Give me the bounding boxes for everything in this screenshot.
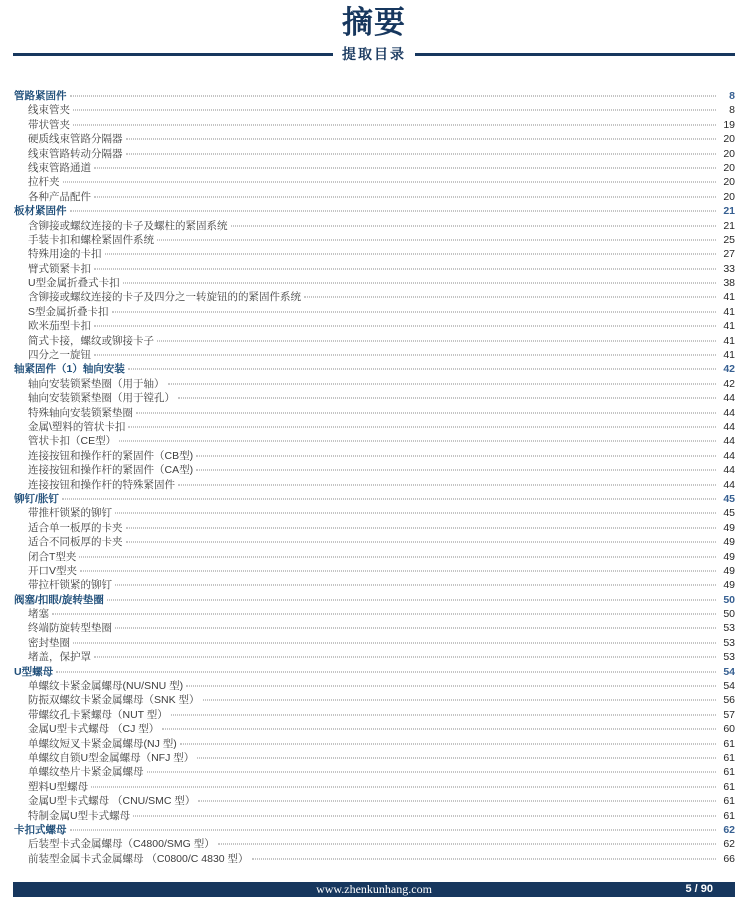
toc-entry-label: 堵塞 [28, 608, 49, 621]
page-subtitle: 提取目录 [342, 46, 406, 62]
toc-entry[interactable] [14, 132, 735, 146]
toc-entry-page: 53 [723, 636, 735, 649]
toc-entry-page: 54 [723, 665, 735, 678]
toc-dot-leader [62, 498, 716, 499]
toc-dot-leader [123, 283, 716, 284]
toc-entry-page: 44 [723, 392, 735, 405]
toc-entry-page: 38 [723, 277, 735, 290]
toc-dot-leader [198, 801, 716, 802]
toc-entry-page: 27 [723, 248, 735, 261]
toc-entry-label: 单螺纹卡紧金属螺母(NU/SNU 型) [28, 680, 184, 693]
toc-entry[interactable] [14, 247, 735, 261]
toc-entry-page: 41 [723, 349, 735, 362]
toc-entry[interactable] [14, 593, 735, 607]
toc-entry[interactable] [14, 478, 735, 492]
toc-entry-page: 21 [723, 219, 735, 232]
toc-entry-page: 49 [723, 579, 735, 592]
toc-entry-page: 44 [723, 464, 735, 477]
toc-dot-leader [197, 757, 716, 758]
toc-entry-page: 19 [723, 118, 735, 131]
toc-dot-leader [157, 239, 716, 240]
toc-entry-label: 四分之一旋钮 [28, 349, 91, 362]
toc-entry-page: 61 [723, 737, 735, 750]
toc-entry[interactable] [14, 103, 735, 117]
toc-dot-leader [203, 700, 716, 701]
toc-entry[interactable] [14, 794, 735, 808]
toc-entry-page: 53 [723, 651, 735, 664]
toc-entry-page: 45 [723, 507, 735, 520]
toc-dot-leader [115, 585, 716, 586]
toc-dot-leader [94, 355, 716, 356]
toc-dot-leader [128, 369, 716, 370]
toc-entry[interactable] [14, 636, 735, 650]
toc-entry-page: 41 [723, 291, 735, 304]
toc-entry-label: 防振双螺纹卡紧金属螺母（SNK 型） [28, 694, 200, 707]
toc-entry[interactable] [14, 564, 735, 578]
toc-entry-page: 57 [723, 708, 735, 721]
toc-dot-leader [94, 657, 716, 658]
header-divider [13, 44, 735, 64]
toc-entry-page: 50 [723, 593, 735, 606]
toc-entry-label: 闭合T型夹 [28, 550, 77, 563]
toc-entry-label: 线束管路转动分隔器 [28, 147, 123, 160]
toc-entry-label: 金属U型卡式螺母 （CJ 型） [28, 723, 160, 736]
toc-entry-page: 8 [729, 90, 735, 102]
toc-entry[interactable] [14, 161, 735, 175]
toc-dot-leader [105, 254, 717, 255]
toc-entry[interactable] [14, 434, 735, 448]
toc-dot-leader [115, 513, 716, 514]
toc-entry[interactable] [14, 420, 735, 434]
toc-dot-leader [73, 124, 716, 125]
toc-entry-page: 8 [729, 104, 735, 117]
toc-dot-leader [126, 542, 717, 543]
toc-entry-label: 塑料U型螺母 [28, 780, 89, 793]
toc-entry-label: S型金属折叠卡扣 [28, 305, 109, 318]
toc-dot-leader [80, 570, 716, 571]
page-title: 摘要 [342, 5, 406, 40]
toc-entry-label: 含铆接或螺纹连接的卡子及螺柱的紧固系统 [28, 219, 228, 232]
toc-dot-leader [196, 470, 716, 471]
toc-entry-label: 密封垫圈 [28, 636, 70, 649]
toc-entry-label: 适合单一板厚的卡夹 [28, 521, 123, 534]
toc-entry-page: 41 [723, 305, 735, 318]
toc-entry[interactable] [14, 406, 735, 420]
toc-dot-leader [133, 815, 716, 816]
toc-entry[interactable] [14, 463, 735, 477]
footer-page-indicator: 5 / 90 [685, 883, 713, 895]
toc-entry[interactable] [14, 262, 735, 276]
toc-entry-label: 特殊轴向安装锁紧垫圈 [28, 406, 133, 419]
toc-entry[interactable] [14, 147, 735, 161]
toc-entry-page: 62 [723, 838, 735, 851]
toc-entry-label: 拉杆夹 [28, 176, 60, 189]
toc-entry-label: 欧米茄型卡扣 [28, 320, 91, 333]
toc-dot-leader [63, 182, 717, 183]
toc-entry-page: 20 [723, 133, 735, 146]
toc-list [14, 89, 735, 866]
toc-dot-leader [94, 326, 716, 327]
toc-entry-page: 61 [723, 780, 735, 793]
toc-entry-label: 线束管路通道 [28, 161, 91, 174]
toc-entry-page: 56 [723, 694, 735, 707]
toc-entry-label: 前装型金属卡式金属螺母 （C0800/C 4830 型） [28, 852, 249, 865]
toc-entry[interactable] [14, 175, 735, 189]
toc-entry[interactable] [14, 578, 735, 592]
toc-entry-page: 21 [723, 205, 735, 218]
toc-entry[interactable] [14, 118, 735, 132]
toc-entry-page: 41 [723, 320, 735, 333]
toc-entry-page: 44 [723, 478, 735, 491]
toc-entry[interactable] [14, 492, 735, 506]
toc-dot-leader [70, 829, 717, 830]
toc-entry-page: 20 [723, 147, 735, 160]
toc-entry-page: 20 [723, 161, 735, 174]
toc-entry[interactable] [14, 190, 735, 204]
toc-entry-page: 53 [723, 622, 735, 635]
toc-entry-label: 单螺纹短叉卡紧金属螺母(NJ 型) [28, 737, 177, 750]
toc-dot-leader [196, 455, 716, 456]
toc-dot-leader [180, 743, 716, 744]
toc-entry-page: 33 [723, 262, 735, 275]
toc-dot-leader [94, 167, 716, 168]
toc-entry-label: 终端防旋转型垫圈 [28, 622, 112, 635]
toc-entry-page: 25 [723, 233, 735, 246]
toc-entry-label: 单螺纹垫片卡紧金属螺母 [28, 766, 144, 779]
toc-entry-label: 带推杆锁紧的铆钉 [28, 507, 112, 520]
toc-entry-page: 20 [723, 176, 735, 189]
toc-entry-label: 连接按钮和操作杆的紧固件（CA型) [28, 464, 194, 477]
toc-entry[interactable] [14, 780, 735, 794]
toc-dot-leader [107, 599, 716, 600]
toc-entry-page: 41 [723, 334, 735, 347]
toc-entry[interactable] [14, 449, 735, 463]
toc-entry-label: 带螺纹孔卡紧螺母（NUT 型） [28, 708, 168, 721]
toc-dot-leader [70, 211, 717, 212]
toc-entry[interactable] [14, 837, 735, 851]
toc-dot-leader [73, 642, 716, 643]
toc-entry-page: 49 [723, 564, 735, 577]
toc-entry-page: 44 [723, 420, 735, 433]
toc-entry-label: 管路紧固件 [14, 90, 67, 102]
toc-entry-page: 44 [723, 449, 735, 462]
toc-entry-page: 62 [723, 823, 735, 836]
toc-entry[interactable] [14, 204, 735, 218]
toc-entry-page: 61 [723, 751, 735, 764]
toc-entry-page: 49 [723, 536, 735, 549]
toc-entry-label: 适合不同板厚的卡夹 [28, 536, 123, 549]
toc-entry-label: 臂式锁紧卡扣 [28, 262, 91, 275]
toc-entry[interactable] [14, 722, 735, 736]
toc-entry-label: 手装卡扣和螺栓紧固件系统 [28, 233, 154, 246]
toc-entry[interactable] [14, 377, 735, 391]
toc-entry-label: 后装型卡式金属螺母（C4800/SMG 型） [28, 838, 215, 851]
toc-entry-page: 44 [723, 406, 735, 419]
toc-dot-leader [94, 268, 716, 269]
toc-dot-leader [112, 311, 716, 312]
toc-dot-leader [231, 225, 717, 226]
toc-entry-label: 轴向安装锁紧垫圈（用于轴） [28, 377, 165, 390]
toc-entry-label: 板材紧固件 [14, 205, 67, 218]
toc-entry-page: 61 [723, 766, 735, 779]
toc-entry-label: U型螺母 [14, 665, 54, 678]
toc-entry[interactable] [14, 334, 735, 348]
toc-entry[interactable] [14, 319, 735, 333]
toc-entry[interactable] [14, 665, 735, 679]
toc-entry[interactable] [14, 290, 735, 304]
toc-entry-label: 轴向安装锁紧垫圈（用于镗孔） [28, 392, 175, 405]
toc-entry[interactable] [14, 391, 735, 405]
toc-entry[interactable] [14, 765, 735, 779]
toc-entry[interactable] [14, 305, 735, 319]
toc-entry-label: 轴紧固件（1）轴向安装 [14, 363, 125, 376]
toc-dot-leader [136, 412, 716, 413]
toc-entry-label: 卡扣式螺母 [14, 823, 67, 836]
toc-entry-page: 44 [723, 435, 735, 448]
toc-entry-label: 含铆接或螺纹连接的卡子及四分之一转旋钮的的紧固件系统 [28, 291, 301, 304]
toc-entry[interactable] [14, 650, 735, 664]
toc-dot-leader [94, 196, 716, 197]
toc-dot-leader [91, 786, 716, 787]
toc-entry-page: 45 [723, 492, 735, 505]
toc-dot-leader [218, 844, 716, 845]
toc-entry[interactable] [14, 852, 735, 866]
toc-dot-leader [52, 614, 716, 615]
toc-entry[interactable] [14, 348, 735, 362]
toc-entry-page: 49 [723, 521, 735, 534]
toc-entry-label: 硬质线束管路分隔器 [28, 133, 123, 146]
toc-entry[interactable] [14, 693, 735, 707]
toc-dot-leader [128, 426, 716, 427]
toc-entry-label: 连接按钮和操作杆的特殊紧固件 [28, 478, 175, 491]
toc-entry-label: 金属\塑料的管状卡扣 [28, 420, 126, 433]
toc-entry-label: 线束管夹 [28, 104, 70, 117]
toc-entry[interactable] [14, 679, 735, 693]
toc-dot-leader [126, 527, 717, 528]
toc-dot-leader [126, 139, 717, 140]
toc-entry[interactable] [14, 521, 735, 535]
toc-entry-page: 54 [723, 680, 735, 693]
toc-entry[interactable] [14, 219, 735, 233]
toc-dot-leader [147, 772, 717, 773]
toc-entry-page: 61 [723, 795, 735, 808]
toc-dot-leader [73, 110, 716, 111]
toc-dot-leader [168, 383, 717, 384]
toc-dot-leader [70, 96, 717, 97]
toc-entry-label: 连接按钮和操作杆的紧固件（CB型) [28, 449, 194, 462]
toc-entry-page: 66 [723, 852, 735, 865]
toc-entry-label: 带拉杆锁紧的铆钉 [28, 579, 112, 592]
toc-dot-leader [252, 858, 716, 859]
toc-entry[interactable] [14, 708, 735, 722]
toc-entry[interactable] [14, 506, 735, 520]
toc-entry[interactable] [14, 737, 735, 751]
toc-entry[interactable] [14, 809, 735, 823]
toc-dot-leader [119, 441, 716, 442]
toc-dot-leader [157, 340, 716, 341]
toc-entry[interactable] [14, 233, 735, 247]
toc-entry-page: 20 [723, 190, 735, 203]
footer-bar [13, 882, 735, 897]
toc-dot-leader [79, 556, 716, 557]
toc-dot-leader [126, 153, 717, 154]
toc-dot-leader [171, 714, 716, 715]
toc-dot-leader [186, 686, 716, 687]
toc-entry[interactable] [14, 362, 735, 376]
toc-entry-label: 各种产品配件 [28, 190, 91, 203]
toc-entry-label: 金属U型卡式螺母 （CNU/SMC 型） [28, 795, 196, 808]
toc-entry[interactable] [14, 621, 735, 635]
toc-entry-page: 50 [723, 608, 735, 621]
toc-entry-label: 单螺纹自锁U型金属螺母（NFJ 型） [28, 751, 195, 764]
footer-website: www.zhenkunhang.com [316, 882, 432, 896]
toc-entry-page: 42 [723, 377, 735, 390]
toc-entry-label: 特殊用途的卡扣 [28, 248, 102, 261]
toc-dot-leader [115, 628, 716, 629]
toc-entry[interactable] [14, 535, 735, 549]
toc-dot-leader [304, 297, 716, 298]
toc-entry[interactable] [14, 607, 735, 621]
toc-entry-page: 60 [723, 723, 735, 736]
divider-line-right [415, 53, 735, 56]
toc-entry-label: 开口V型夹 [28, 564, 78, 577]
toc-entry-label: 带状管夹 [28, 118, 70, 131]
toc-dot-leader [56, 671, 716, 672]
toc-entry[interactable] [14, 751, 735, 765]
toc-dot-leader [178, 484, 716, 485]
toc-entry-label: 简式卡接，螺纹或铆接卡子 [28, 334, 154, 347]
toc-entry[interactable] [14, 276, 735, 290]
toc-entry[interactable] [14, 550, 735, 564]
divider-line-left [13, 53, 333, 56]
toc-entry-page: 42 [723, 363, 735, 376]
toc-entry-label: 特制金属U型卡式螺母 [28, 809, 131, 822]
toc-entry-label: U型金属折叠式卡扣 [28, 277, 120, 290]
toc-entry-page: 49 [723, 550, 735, 563]
toc-entry-page: 61 [723, 809, 735, 822]
toc-dot-leader [162, 729, 716, 730]
toc-entry-label: 堵盖，保护罩 [28, 651, 91, 664]
toc-dot-leader [178, 398, 716, 399]
toc-entry-label: 管状卡扣（CE型） [28, 435, 117, 448]
toc-entry[interactable] [14, 89, 735, 103]
toc-entry[interactable] [14, 823, 735, 837]
toc-entry-label: 铆钉/胀钉 [14, 492, 59, 505]
toc-entry-label: 阀塞/扣眼/旋转垫圈 [14, 593, 104, 606]
